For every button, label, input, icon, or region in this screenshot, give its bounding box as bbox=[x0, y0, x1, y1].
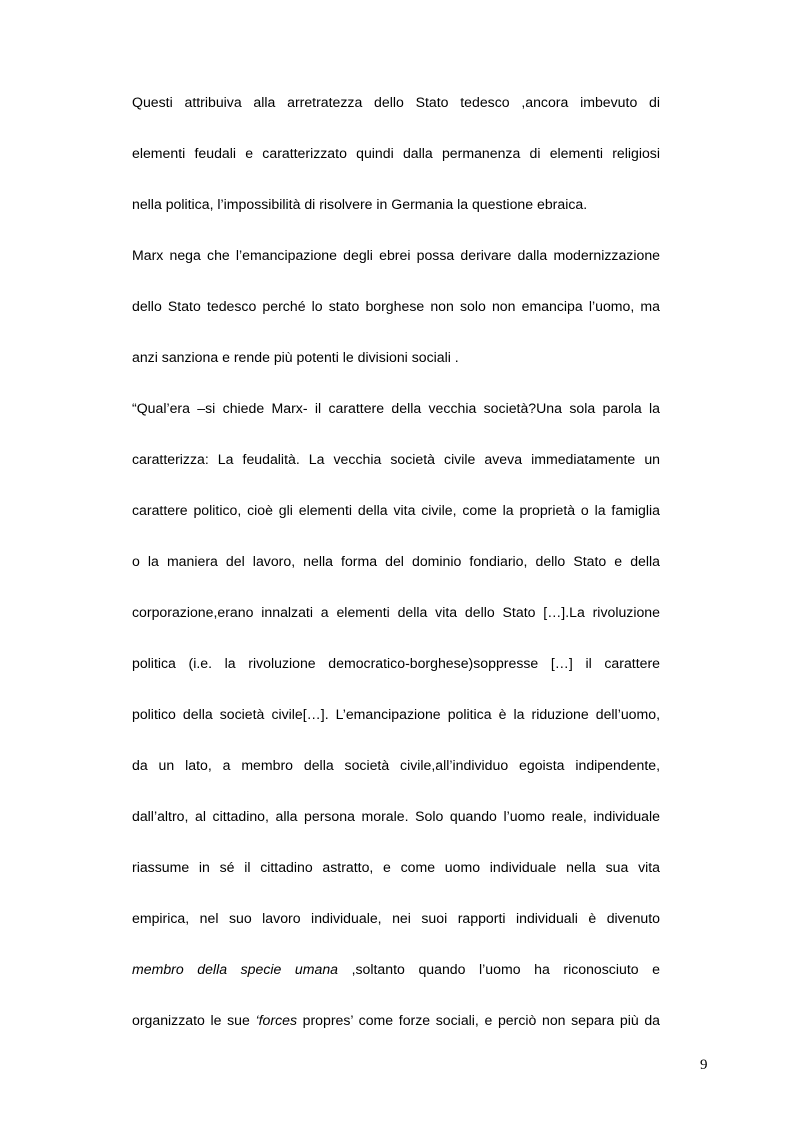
text-fragment: propres’ come forze sociali, e perciò non separa più da bbox=[297, 1012, 660, 1028]
text-line: caratterizza: La feudalità. La vecchia società civile aveva immediatamente un bbox=[132, 451, 660, 467]
text-line: corporazione,erano innalzati a elementi della vita dello Stato […].La rivoluzione bbox=[132, 604, 660, 620]
text-line: carattere politico, cioè gli elementi della vita civile, come la proprietà o la famiglia bbox=[132, 502, 660, 518]
text-line: dello Stato tedesco perché lo stato borghese non solo non emancipa l’uomo, ma bbox=[132, 298, 660, 314]
text-line: riassume in sé il cittadino astratto, e come uomo individuale nella sua vita bbox=[132, 859, 660, 875]
text-line: da un lato, a membro della società civile,all’individuo egoista indipendente, bbox=[132, 757, 660, 773]
text-line-mixed bbox=[132, 955, 660, 1006]
text-line: Marx nega che l’emancipazione degli ebrei possa derivare dalla modernizzazione bbox=[132, 247, 660, 263]
text-line-mixed bbox=[132, 1006, 660, 1057]
text-line: politica (i.e. la rivoluzione democratico-borghese)soppresse […] il carattere bbox=[132, 655, 660, 671]
text-line: anzi sanziona e rende più potenti le divisioni sociali . bbox=[132, 349, 459, 365]
text-line: o la maniera del lavoro, nella forma del dominio fondiario, dello Stato e della bbox=[132, 553, 660, 569]
page-number: 9 bbox=[700, 1057, 708, 1073]
text-line: dall’altro, al cittadino, alla persona morale. Solo quando l’uomo reale, individuale bbox=[132, 808, 660, 824]
text-fragment: organizzato le sue bbox=[132, 1012, 256, 1028]
text-line: empirica, nel suo lavoro individuale, nei suoi rapporti individuali è divenuto bbox=[132, 910, 660, 926]
italic-phrase: ‘forces bbox=[255, 1012, 297, 1028]
text-line: “Qual’era –si chiede Marx- il carattere della vecchia società?Una sola parola la bbox=[132, 400, 660, 416]
text-line: nella politica, l’impossibilità di risolvere in Germania la questione ebraica. bbox=[132, 196, 588, 212]
body-text bbox=[132, 88, 660, 1057]
text-line: politico della società civile[…]. L’emancipazione politica è la riduzione dell’uomo, bbox=[132, 706, 660, 722]
text-line: Questi attribuiva alla arretratezza dello Stato tedesco ,ancora imbevuto di bbox=[132, 94, 660, 110]
text-fragment: ,soltanto quando l’uomo ha riconosciuto e bbox=[338, 961, 660, 977]
italic-phrase: membro della specie umana bbox=[132, 961, 339, 977]
text-line: elementi feudali e caratterizzato quindi dalla permanenza di elementi religiosi bbox=[132, 145, 660, 161]
